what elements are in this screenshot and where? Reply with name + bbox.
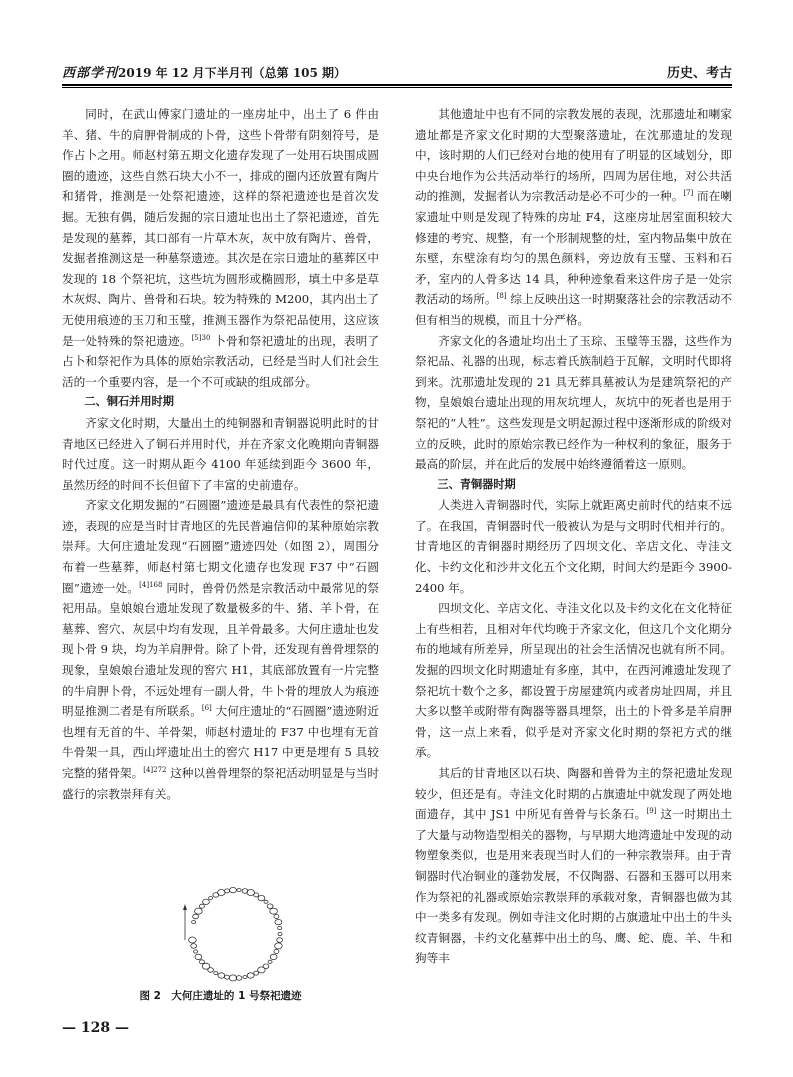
journal-logo: 西部学刊 bbox=[62, 66, 119, 81]
stone-circle-drawing bbox=[180, 880, 290, 988]
header-rule bbox=[62, 84, 732, 86]
stone bbox=[203, 899, 210, 904]
stone bbox=[264, 900, 268, 903]
stone bbox=[225, 975, 230, 979]
stone-circle-figure bbox=[180, 880, 290, 988]
stone bbox=[193, 914, 199, 919]
stone bbox=[274, 950, 279, 954]
page-number: — 128 — bbox=[62, 1020, 129, 1036]
stone bbox=[195, 954, 202, 959]
stone bbox=[277, 938, 283, 943]
stone bbox=[195, 908, 203, 914]
stone bbox=[199, 904, 204, 908]
stone bbox=[218, 973, 225, 978]
stone bbox=[191, 944, 197, 949]
stone bbox=[194, 950, 198, 953]
stone bbox=[229, 975, 237, 981]
paragraph: 人类进入青铜器时代，实际上就距离史前时代的结束不远了。在我国，青铜器时代一般被认为是与文明时代相并行的。甘青地区的青铜器时期经历了四坝文化、辛店文化、寺洼文化、卡约文化和沙井文化五个文化期，时间大约是距今 3900-2400 年。 bbox=[415, 498, 732, 595]
north-arrow-icon bbox=[183, 904, 187, 910]
paragraph: 齐家文化期发掘的“石圆圈”遗迹是最具有代表性的祭祀遗迹，表现的应是当时甘青地区的先民普遍信仰的某种原始宗教崇拜。大何庄遗址发现“石圆圈”遗迹四处（如图 2），周围分布着一些墓葬，师赵村第七期文化遗存也发现 F37 中“石圆圈”遗迹一处。$^{[4]168}$ 同时，兽骨仍然是宗教活动中最常见的祭祀用品。皇娘娘台遗址发现了数量极多的牛、猪、羊卜骨，在墓葬、窖穴、灰层中均有发现，且羊骨最多。大何庄遗址也发现卜骨 9 块，均为羊肩胛骨。除了卜骨，还发现有兽骨埋祭的现象，皇娘娘台遗址发现的窖穴 H1，其底部放置有一片完整的牛肩胛卜骨，不远处埋有一副人骨，牛卜骨的埋放人为痕迹明显推测二者是有所联系。[6] 大何庄遗址的“石圆圈”遗迹附近也埋有无首的牛、羊骨架，师赵村遗址的 F37 中也埋有无首牛骨架一具，西山坪遗址出土的窖穴 H17 中更是埋有 5 具较完整的猪骨架。$^{[4]272}$ 这种以兽骨埋祭的祭祀活动明显是与当时盛行的宗教崇拜有关。 bbox=[62, 498, 380, 801]
stone bbox=[209, 897, 213, 900]
right-column bbox=[415, 104, 732, 969]
left-column bbox=[62, 104, 379, 804]
stone bbox=[270, 908, 278, 914]
stone bbox=[270, 954, 277, 959]
paragraph: 其后的甘青地区以石块、陶器和兽骨为主的祭祀遗址发现较少，但还是有。寺洼文化时期的占旗遗址中就发现了两处地面遗存，其中 JS1 中所见有兽骨与长条石。[9] 这一时期出土了大量与动物造型相关的器物，与早期大地湾遗址中发现的动物塑象类似，也是用来表现当时人们的一种宗教崇拜。由于青铜器时代冶铜业的蓬勃发展，不仅陶器、石器和玉器可以用来作为祭祀的礼器或原始宗教崇拜的承载对象，青铜器也做为其中一类多有发现。例如寺洼文化时期的占旗遗址中出土的牛头纹青铜器，卡约文化墓葬中出土的鸟、鹰、蛇、鹿、羊、牛和狗等丰 bbox=[415, 766, 733, 966]
stone bbox=[199, 960, 204, 964]
figure-caption: 图 2 大何庄遗址的 1 号祭祀遗迹 bbox=[139, 990, 302, 1002]
stone bbox=[218, 890, 226, 896]
citation[interactable]: [5]30 bbox=[191, 333, 211, 342]
stone bbox=[243, 976, 247, 979]
running-header bbox=[62, 60, 732, 86]
stone bbox=[267, 904, 273, 909]
stone bbox=[258, 895, 265, 900]
stone bbox=[275, 919, 282, 924]
citation[interactable]: [4]168 bbox=[139, 580, 163, 589]
header-rule-thin bbox=[62, 87, 732, 88]
stone bbox=[237, 889, 241, 892]
section-heading: 三、青铜器时期 bbox=[437, 477, 516, 491]
stone bbox=[225, 889, 230, 893]
stone bbox=[254, 893, 259, 897]
issue-info: 2019 年 12 月下半月刊（总第 105 期） bbox=[118, 66, 347, 80]
stone bbox=[214, 972, 218, 975]
stone bbox=[247, 973, 254, 978]
stone bbox=[192, 921, 196, 924]
section-title: 历史、考古 bbox=[666, 66, 732, 81]
stone bbox=[230, 887, 237, 892]
stone bbox=[275, 943, 283, 949]
section-heading: 二、铜石并用时期 bbox=[84, 395, 174, 409]
citation[interactable]: [6] bbox=[201, 704, 212, 713]
paragraph: 齐家文化时期，大量出土的纯铜器和青铜器说明此时的甘青地区已经进入了铜石并用时代，并在齐家文化晚期向青铜器时代过度。这一时期从距今 4100 年延续到距今 3600 年，虽然历经的时间不长但留下了丰富的史前遗存。 bbox=[62, 415, 379, 492]
stone bbox=[202, 963, 210, 969]
paragraph: 齐家文化的各遗址均出土了玉琮、玉璧等玉器，这些作为祭祀品、礼器的出现，标志着氏族制趋于瓦解，文明时代即将到来。沈那遗址发现的 21 具无葬具墓被认为是建筑祭祀的产物，皇娘娘台遗址出现的用灰坑埋人，灰坑中的死者也是用于祭祀的“人牲”。这些发现是文明起源过程中逐渐形成的阶级对立的反映，此时的原始宗教已经作为一种权利的象征，服务于最高的阶层，并在此后的发展中始终遵循着这一原则。 bbox=[415, 333, 732, 472]
paragraph: 四坝文化、辛店文化、寺洼文化以及卡约文化在文化特征上有些相若，且相对年代均晚于齐家文化，但这几个文化期分布的地域有所差异，所呈现出的社会生活情况也就有所不同。发掘的四坝文化时期遗址有多座，其中，在西河滩遗址发现了祭祀坑十数个之多，都设置于房屋建筑内或者房址四周，并且大多以整羊或附带有陶器等器具埋祭，出土的卜骨多是羊肩胛骨，这一点上来看，似乎是对齐家文化时期的祭祀方式的继承。 bbox=[415, 601, 732, 760]
stone bbox=[254, 971, 259, 975]
stone bbox=[189, 937, 197, 943]
citation[interactable]: [8] bbox=[496, 292, 507, 301]
citation[interactable]: [9] bbox=[646, 807, 657, 816]
stone bbox=[278, 932, 282, 935]
journal-info bbox=[62, 62, 346, 81]
citation[interactable]: [7] bbox=[683, 189, 694, 198]
citation[interactable]: [4]272 bbox=[143, 766, 167, 775]
stone bbox=[278, 926, 282, 929]
paragraph: 同时，在武山傅家门遗址的一座房址中，出土了 6 件由羊、猪、牛的肩胛骨制成的卜骨，这些卜骨带有阴刻符号，是作占卜之用。师赵村第五期文化遗存发现了一处用石块围成圆圈的遗迹，这些自然石块大小不一，排成的圈内还放置有陶片和猪骨，推测是一处祭祀遗迹，这样的祭祀遗迹也是首次发掘。无独有偶，随后发掘的宗日遗址也出土了祭祀遗迹，首先是发现的墓葬，其口部有一片草木灰，灰中放有陶片、兽骨，发掘者推测这是一种墓祭遗迹。其次是在宗日遗址的墓葬区中发现的 18 个祭祀坑，这些坑为圆形或椭圆形，填土中多是草木灰烬、陶片、兽骨和石块。较为特殊的 M200，其内出土了无使用痕迹的玉刀和玉璧，推测玉器作为祭祀品使用，这应该是一处特殊的祭祀遗迹。$^{[5]30}$ 卜骨和祭祀遗址的出现，表明了占卜和祭祀作为具体的原始宗教活动，已经是当时人们社会生活的一个重要内容，是一个不可或缺的组成部分。 bbox=[62, 107, 379, 389]
stone bbox=[274, 915, 279, 919]
paragraph: 其他遗址中也有不同的宗教发展的表现，沈那遗址和喇家遗址都是齐家文化时期的大型聚落遗址，在沈那遗址的发现中，该时期的人们已经对台地的使用有了明显的区域划分，即中央台地作为公共活动举行的场所，四周为居住地，对公共活动的推测，发掘者认为宗教活动是必不可少的一种。[7] 而在喇家遗址中则是发现了特殊的房址 F4，这座房址居室面积较大修建的考究、规整，有一个形制规整的灶，室内物品集中放在东壁，东壁涂有均匀的黑色颜料，旁边放有玉璧、玉料和石矛，室内的人骨多达 14 具，种种迹象看来这件房子是一处宗教活动的场所。[8] 综上反映出这一时期聚落社会的宗教活动不但有相当的规模，而且十分严格。 bbox=[415, 107, 732, 327]
stone bbox=[268, 960, 272, 963]
